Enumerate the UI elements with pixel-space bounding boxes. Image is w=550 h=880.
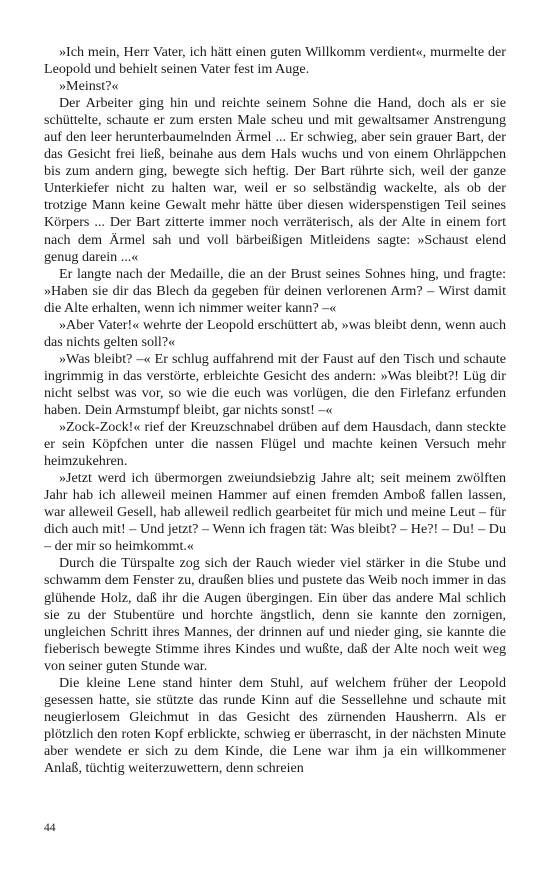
paragraph: Der Arbeiter ging hin und reichte seinem Sohne die Hand, doch als er sie schüttelte, schaute er zum ersten Male scheu und mit gewaltsamer Anstrengung auf den leer herunterbaumelnden Ärmel ... Er schwieg, aber sein grauer Bart, der das Gesicht frei ließ, beinahe aus dem Hals wuchs und von einem Ohrläppchen bis zum andern ging, bewegte sich heftig. Der Bart rührte sich, weil der ganze Unterkiefer nicht zu halten war, weil er so selbständig wackelte, als ob der trotzige Mann keine Gewalt mehr hätte über diesen widerspenstigen Teil seines Körpers ... Der Bart zitterte immer noch verräterisch, als der Alte in einem fort nach dem Ärmel sah und voll bärbeißigen Mitleidens sagte: »Schaust elend genug darein ...« bbox=[44, 95, 506, 265]
paragraph: Die kleine Lene stand hinter dem Stuhl, auf welchem früher der Leopold gesessen hatte, sie stützte das runde Kinn auf die Sessellehne und schaute mit neugierlosem Gleichmut in das Gesicht des zürnenden Hausherrn. Als er plötzlich den roten Kopf erblickte, schwieg er überrascht, in der nächsten Minute aber wendete er sich zu dem Kinde, die Lene war ihm ja ein willkommener Anlaß, tüchtig weiterzuwettern, denn schreien bbox=[44, 674, 506, 776]
paragraph: Durch die Türspalte zog sich der Rauch wieder viel stärker in die Stube und schwamm dem Fenster zu, draußen blies und pustete das Weib noch immer in das glühende Holz, daß ihr die Augen übergingen. Ein über das andere Mal schlich sie zu der Stubentüre und horchte ängstlich, denn sie kannte den zornigen, ungleichen Schritt ihres Mannes, der drinnen auf und nieder ging, sie kannte die fieberisch bewegte Stimme ihres Kindes und wußte, daß der Alte noch weit weg von seiner guten Stunde war. bbox=[44, 555, 506, 674]
paragraph: »Was bleibt? –« Er schlug auffahrend mit der Faust auf den Tisch und schaute ingrimmig in das verstörte, erbleichte Gesicht des andern: »Was bleibt?! Lüg dir nicht selbst was vor, so wie die euch was vorlügen, die den Firlefanz erfunden haben. Dein Armstumpf bleibt, gar nichts sonst! –« bbox=[44, 350, 506, 418]
paragraph: Er langte nach der Medaille, die an der Brust seines Sohnes hing, und fragte: »Haben sie dir das Blech da gegeben für deinen verlorenen Arm? – Wirst damit die Alte erhalten, wenn ich nimmer weiter kann? –« bbox=[44, 265, 506, 316]
paragraph: »Jetzt werd ich übermorgen zweiundsiebzig Jahre alt; seit meinem zwölften Jahr hab ich alleweil meinen Hammer auf einen fremden Amboß fallen lassen, war alleweil Gesell, hab alleweil redlich gearbeitet für mich und meine Leut – für dich auch mit! – Und jetzt? – Wenn ich fragen tät: Was bleibt? – He?! – Du! – Du – der mir so heimkommt.« bbox=[44, 470, 506, 555]
page-number: 44 bbox=[44, 822, 56, 834]
paragraph: »Ich mein, Herr Vater, ich hätt einen guten Willkomm verdient«, murmelte der Leopold und behielt seinen Vater fest im Auge. bbox=[44, 44, 506, 78]
paragraph: »Aber Vater!« wehrte der Leopold erschüttert ab, »was bleibt denn, wenn auch das nichts gelten soll?« bbox=[44, 316, 506, 350]
page-body bbox=[44, 44, 506, 777]
paragraph: »Meinst?« bbox=[59, 78, 119, 95]
paragraph: »Zock-Zock!« rief der Kreuzschnabel drüben auf dem Hausdach, dann steckte er sein Köpfchen unter die nassen Flügel und machte keinen Versuch mehr heimzukehren. bbox=[44, 419, 506, 470]
